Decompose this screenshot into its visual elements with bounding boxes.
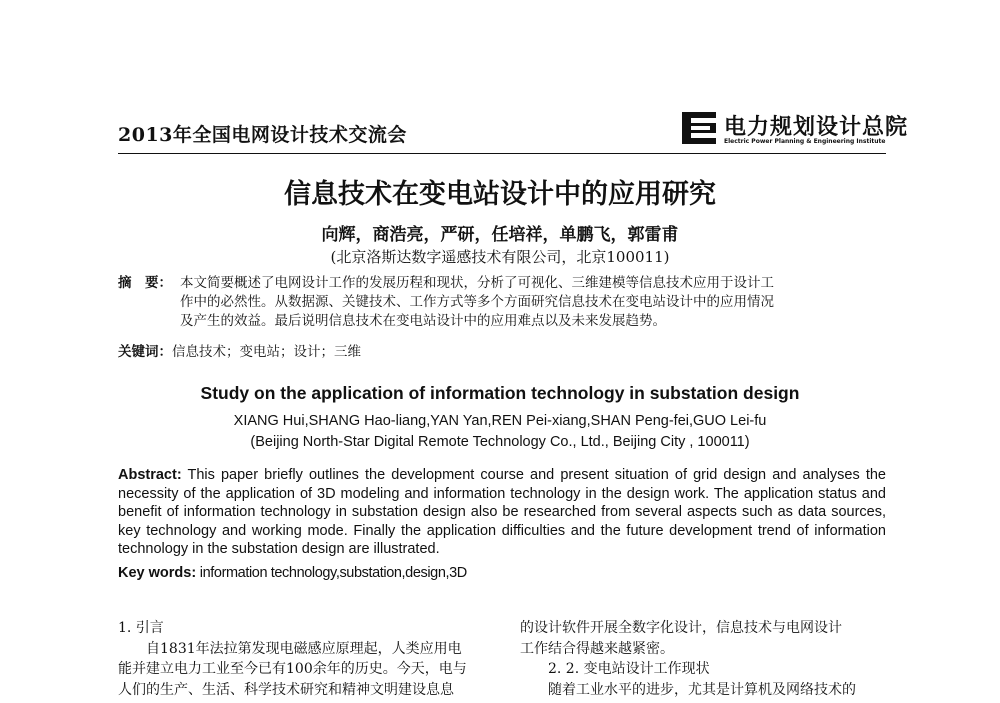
affiliation-cn: (北京洛斯达数字遥感技术有限公司，北京100011) (330, 248, 670, 266)
abstract-cn (118, 274, 888, 331)
keywords-en-text: information technology,substation,design,3D (196, 565, 467, 581)
abstract-cn-line: 本文简要概述了电网设计工作的发展历程和现状，分析了可视化、三维建模等信息技术应用于设计工 (180, 275, 774, 291)
body-line: 人们的生产、生活、科学技术研究和精神文明建设息息 (118, 681, 454, 698)
body-column-right (520, 618, 888, 700)
authors-cn: 向辉，商浩亮，严研，任培祥，单鹏飞，郭雷甫 (321, 225, 679, 245)
keywords-en-label: Key words: (118, 565, 197, 581)
institute-logo-name: 电力规划设计总院 (724, 115, 909, 140)
section-heading: 1. 引言 (118, 620, 164, 636)
paper-title-en: Study on the application of information technology in substation design (200, 383, 800, 403)
keywords-cn-text: 信息技术；变电站；设计；三维 (172, 344, 361, 360)
abstract-cn-line: 作中的必然性。从数据源、关键技术、工作方式等多个方面研究信息技术在变电站设计中的应用情况 (180, 294, 774, 310)
body-line: 能并建立电力工业至今已有100余年的历史。今天，电与 (118, 661, 467, 677)
paper-title-cn: 信息技术在变电站设计中的应用研究 (284, 179, 716, 210)
body-line: 随着工业水平的进步，尤其是计算机及网络技术的 (548, 681, 856, 698)
affiliation-en: (Beijing North-Star Digital Remote Technology Co., Ltd., Beijing City , 100011) (250, 434, 750, 450)
abstract-cn-label: 摘 要： (118, 275, 172, 291)
abstract-en (118, 466, 886, 559)
body-line: 的设计软件开展全数字化设计，信息技术与电网设计 (520, 620, 842, 636)
body-line: 自1831年法拉第发现电磁感应原理起，人类应用电 (146, 640, 462, 657)
conference-name: 2013年全国电网设计技术交流会 (118, 124, 407, 146)
keywords-cn-label: 关键词： (118, 344, 172, 360)
keywords-en (118, 565, 467, 581)
abstract-cn-line: 及产生的效益。最后说明信息技术在变电站设计中的应用难点以及未来发展趋势。 (180, 313, 666, 329)
institute-logo-name-en: Electric Power Planning & Engineering Institute (724, 138, 886, 145)
keywords-cn (118, 340, 361, 360)
subsection-heading: 2. 2. 变电站设计工作现状 (548, 661, 710, 677)
header-rule (118, 153, 886, 154)
body-column-left (118, 618, 486, 700)
authors-en: XIANG Hui,SHANG Hao-liang,YAN Yan,REN Pei-xiang,SHAN Peng-fei,GUO Lei-fu (233, 413, 767, 429)
institute-logo-icon (682, 112, 716, 144)
abstract-en-label: Abstract: (118, 467, 182, 483)
abstract-en-text: This paper briefly outlines the development course and present situation of grid design and analyses the necessity of the application of 3D modeling and information technology in the design work. The application status and benefit of information technology in substation design also be researched from several aspects such as data sources, key technology and working mode. Finally the application difficulties and the future development trend of information technology in the substation design are illustrated. (118, 467, 886, 558)
body-line: 工作结合得越来越紧密。 (520, 640, 674, 657)
